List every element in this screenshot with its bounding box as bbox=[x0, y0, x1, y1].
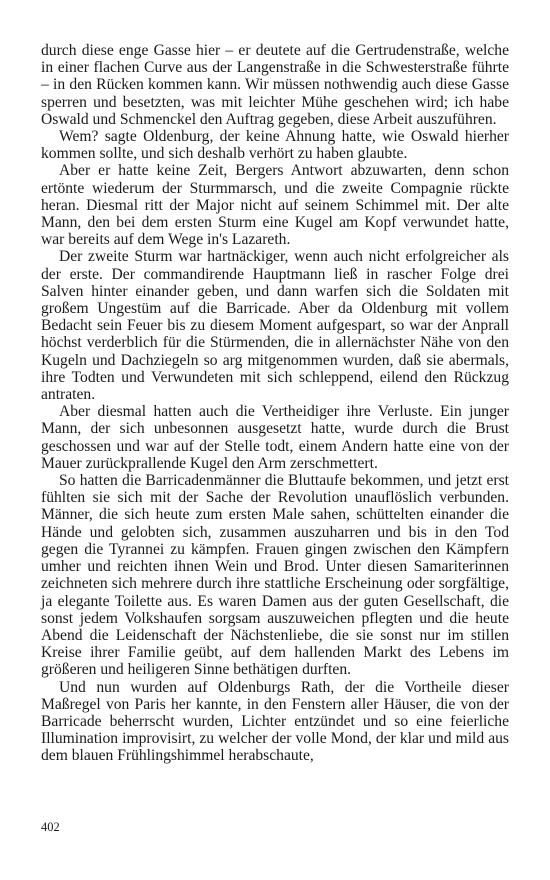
paragraph-6: So hatten die Barricadenmänner die Bluttaufe bekommen, und jetzt erst fühlten sie sich mit der Sache der Revolution unauflöslich verbunden. Männer, die sich heute zum ersten Male sahen, schüttelten einander die Hände und gelobten sich, zusammen auszuharren und bis in den Tod gegen die Tyrannei zu kämpfen. Frauen gingen zwischen den Kämpfern umher und reichten ihnen Wein und Brod. Unter diesen Samariterinnen zeichneten sich mehrere durch ihre stattliche Erscheinung oder sorgfältige, ja elegante Toilette aus. Es waren Damen aus der guten Gesellschaft, die sonst jedem Volkshaufen sorgsam auszuweichen pflegten und die heute Abend die Leidenschaft der Nächstenliebe, die sie sonst nur im stillen Kreise ihrer Familie geübt, auf dem hallenden Markt des Lebens im größeren und heiligeren Sinne bethätigen durften. bbox=[41, 472, 509, 679]
paragraph-3: Aber er hatte keine Zeit, Bergers Antwort abzuwarten, denn schon ertönte wiederum der Sturmmarsch, und die zweite Compagnie rückte heran. Diesmal ritt der Major nicht auf seinem Schimmel mit. Der alte Mann, den bei dem ersten Sturm eine Kugel am Kopf verwundet hatte, war bereits auf dem Wege in's Lazareth. bbox=[41, 162, 509, 249]
paragraph-4: Der zweite Sturm war hartnäckiger, wenn auch nicht erfolgreicher als der erste. Der commandirende Hauptmann ließ in rascher Folge drei Salven hinter einander geben, und dann warfen sich die Soldaten mit großem Ungestüm auf die Barricade. Aber da Oldenburg mit vollem Bedacht sein Feuer bis zu diesem Moment aufgespart, so war der Anprall höchst verderblich für die Stürmenden, die in allernächster Nähe von den Kugeln und Dachziegeln so arg mitgenommen wurden, daß sie abermals, ihre Todten und Verwundeten mit sich schleppend, eilend den Rückzug antraten. bbox=[41, 248, 509, 404]
paragraph-5: Aber diesmal hatten auch die Vertheidiger ihre Verluste. Ein junger Mann, der sich unbesonnen ausgesetzt hatte, wurde durch die Brust geschossen und war auf der Stelle todt, einem Andern hatte eine von der Mauer zurückprallende Kugel den Arm zerschmettert. bbox=[41, 403, 509, 472]
page-body bbox=[41, 42, 509, 765]
paragraph-1: durch diese enge Gasse hier – er deutete auf die Gertrudenstraße, welche in einer flachen Curve aus der Langenstraße in die Schwesterstraße führte – in den Rücken kommen kann. Wir müssen nothwendig auch diese Gasse sperren und besetzten, was mit leichter Mühe geschehen wird; ich habe Oswald und Schmenckel den Auftrag gegeben, diese Arbeit auszuführen. bbox=[41, 42, 509, 128]
paragraph-7: Und nun wurden auf Oldenburgs Rath, der die Vortheile dieser Maßregel von Paris her kannte, in den Fenstern aller Häuser, die von der Barricade beherrscht wurden, Lichter entzündet und so eine feierliche Illumination improvisirt, zu welcher der volle Mond, der klar und mild aus dem blauen Frühlingshimmel herabschaute, bbox=[41, 678, 509, 765]
paragraph-2: Wem? sagte Oldenburg, der keine Ahnung hatte, wie Oswald hierher kommen sollte, und sich deshalb verhört zu haben glaubte. bbox=[41, 128, 509, 163]
page-number: 402 bbox=[41, 820, 60, 834]
